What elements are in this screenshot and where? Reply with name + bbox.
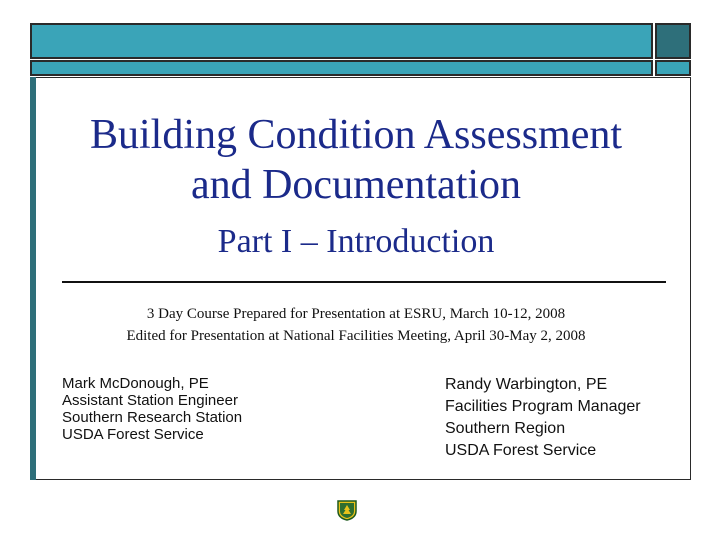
author-block-right	[445, 374, 641, 462]
divider-rule	[62, 281, 666, 283]
author-title: Facilities Program Manager	[445, 398, 641, 415]
author-org: Southern Region	[445, 420, 566, 437]
course-description-line-2: Edited for Presentation at National Facilities Meeting, April 30-May 2, 2008	[126, 328, 586, 344]
author-title: Assistant Station Engineer	[62, 392, 238, 409]
slide-subtitle: Part I – Introduction	[217, 223, 495, 260]
course-description-line-1: 3 Day Course Prepared for Presentation at ESRU, March 10-12, 2008	[146, 306, 566, 322]
author-agency: USDA Forest Service	[62, 426, 204, 443]
header-banner	[30, 23, 653, 59]
header-strip	[30, 60, 653, 76]
author-name: Mark McDonough, PE	[62, 375, 209, 392]
author-agency: USDA Forest Service	[445, 442, 597, 459]
slide-title	[36, 110, 676, 210]
author-org: Southern Research Station	[62, 409, 243, 426]
header-strip-corner	[655, 60, 691, 76]
usda-forest-service-shield-icon	[337, 499, 357, 521]
header-corner-block	[655, 23, 691, 59]
title-line-2: and Documentation	[190, 162, 522, 208]
author-name: Randy Warbington, PE	[445, 376, 608, 393]
author-block-left	[62, 375, 242, 443]
title-line-1: Building Condition Assessment	[89, 112, 623, 158]
